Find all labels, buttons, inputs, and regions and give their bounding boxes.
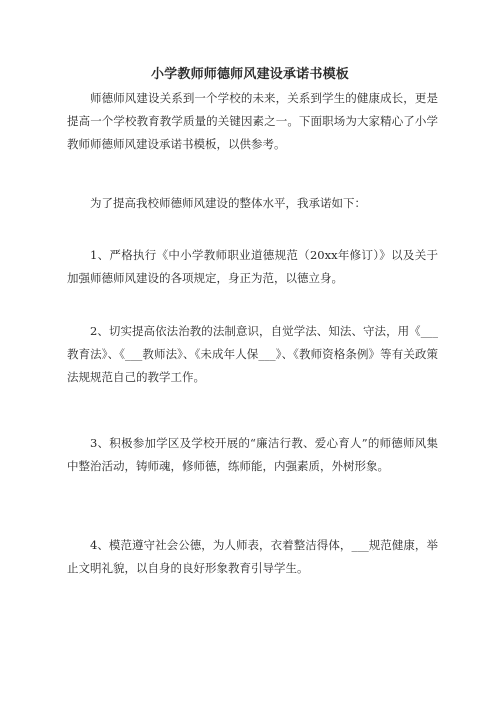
intro-paragraph: 师德师风建设关系到一个学校的未来，关系到学生的健康成长，更是提高一个学校教育教学质量的关键因素之一。下面职场为大家精心了小学教师师德师风建设承诺书模板，以供参考。 bbox=[67, 91, 438, 151]
lead-paragraph: 为了提高我校师德师风建设的整体水平，我承诺如下： bbox=[90, 196, 366, 210]
commitment-item-1: 1、严格执行《中小学教师职业道德规范（20xx年修订）》以及关于加强师德师风建设的各项规定，身正为范，以德立身。 bbox=[67, 248, 438, 285]
commitment-item-4: 4、模范遵守社会公德，为人师表，衣着整洁得体，___规范健康，举止文明礼貌，以自身的良好形象教育引导学生。 bbox=[67, 538, 438, 575]
commitment-item-3: 3、积极参加学区及学校开展的“廉洁行教、爱心育人”的师德师风集中整治活动，铸师魂，修师德，练师能，内强素质，外树形象。 bbox=[67, 436, 438, 473]
commitment-item-2: 2、切实提高依法治教的法制意识，自觉学法、知法、守法，用《___教育法》、《___教师法》、《未成年人保___》、《教师资格条例》等有关政策法规规范自己的教学工作。 bbox=[67, 324, 438, 384]
document-title: 小学教师师德师风建设承诺书模板 bbox=[150, 67, 349, 82]
